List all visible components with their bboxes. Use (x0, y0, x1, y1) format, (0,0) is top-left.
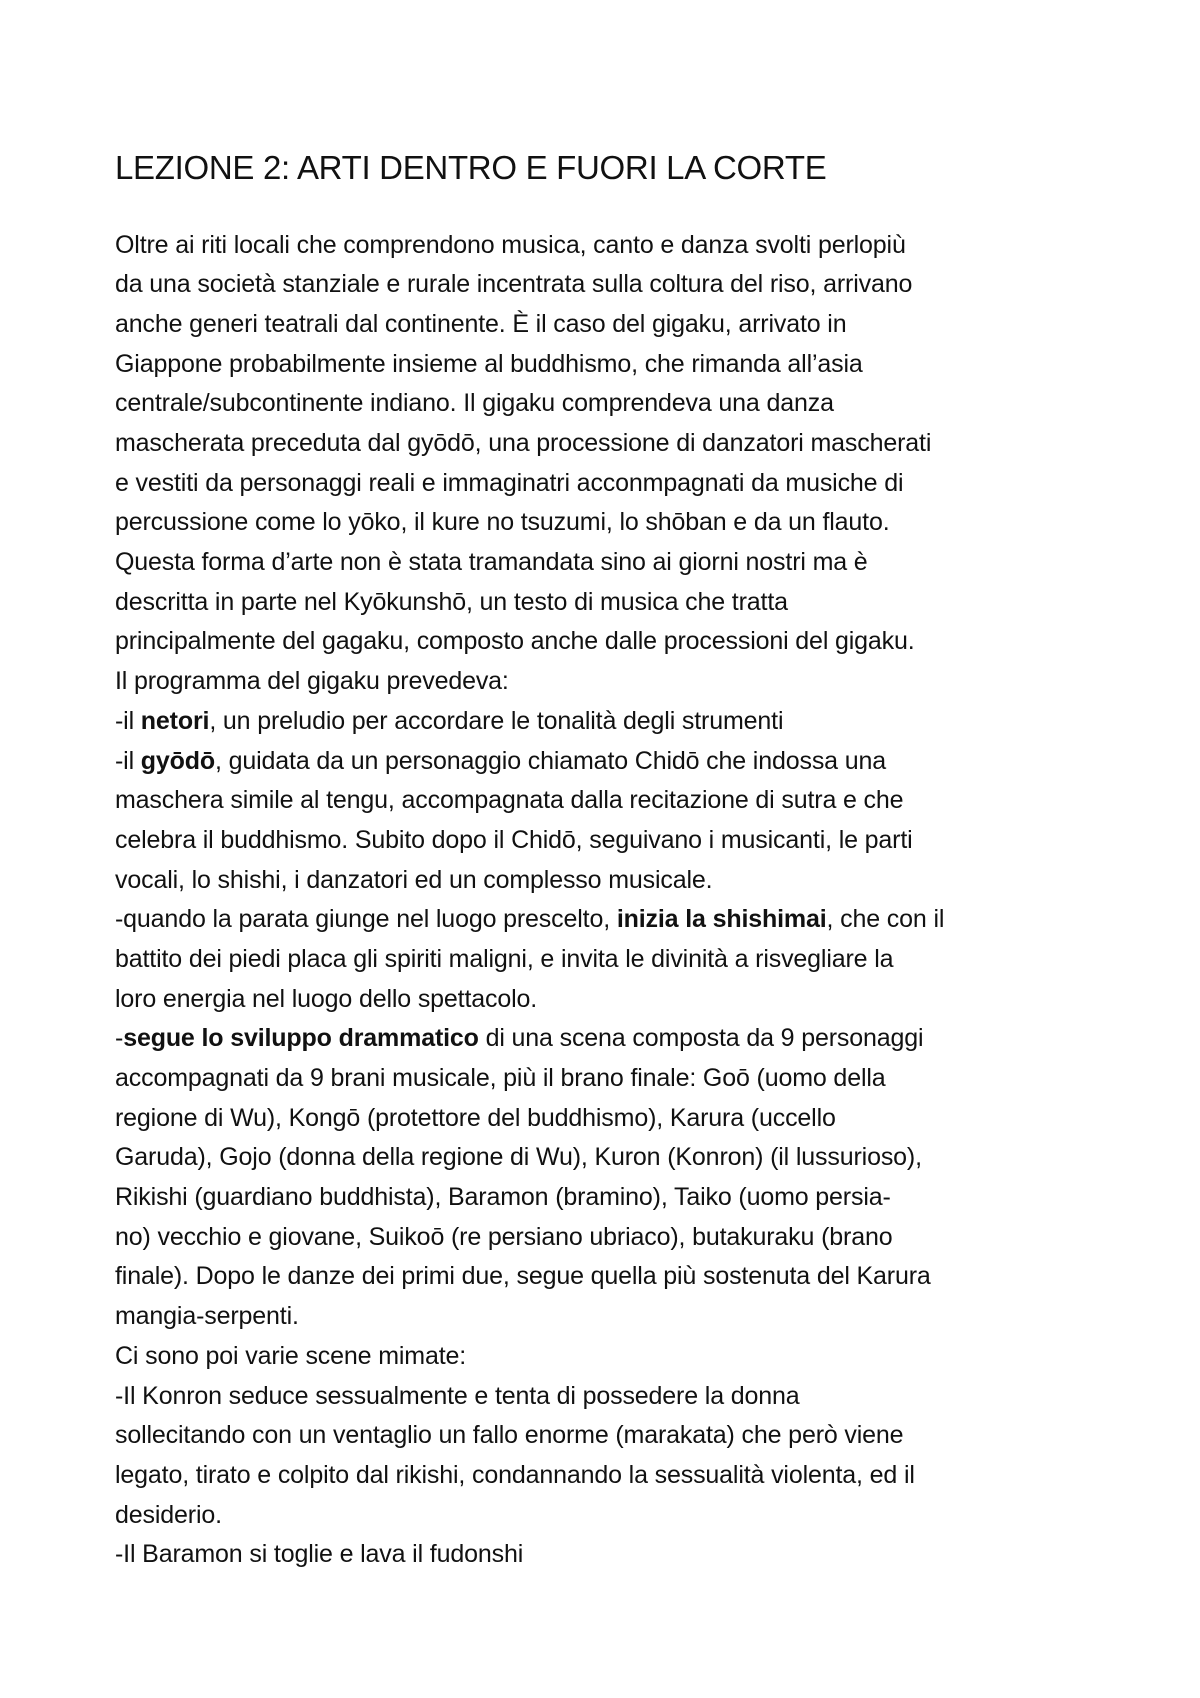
text-run: da una società stanziale e rurale incentrata sulla coltura del riso, arrivano (115, 270, 913, 299)
text-line (115, 1218, 1115, 1258)
text-line (115, 1059, 1115, 1099)
text-line (115, 940, 1115, 980)
text-run: principalmente del gagaku, composto anche dalle processioni del gigaku. (115, 627, 915, 656)
text-run: Il programma del gigaku prevedeva: (115, 667, 509, 696)
text-run: centrale/subcontinente indiano. Il gigaku comprendeva una danza (115, 389, 834, 418)
text-line (115, 1138, 1115, 1178)
text-run: Rikishi (guardiano buddhista), Baramon (bramino), Taiko (uomo persia- (115, 1183, 891, 1212)
text-run: -il (115, 706, 141, 735)
text-run: loro energia nel luogo dello spettacolo. (115, 984, 538, 1013)
text-line (115, 781, 1115, 821)
text-run: desiderio. (115, 1500, 222, 1529)
text-run: - (115, 1024, 124, 1053)
text-line (115, 980, 1115, 1020)
text-run: vocali, lo shishi, i danzatori ed un complesso musicale. (115, 865, 713, 894)
text-run: mangia-serpenti. (115, 1302, 299, 1331)
text-run: Oltre ai riti locali che comprendono musica, canto e danza svolti perlopiù (115, 230, 906, 259)
text-run: -quando la parata giunge nel luogo prescelto, (115, 905, 617, 934)
text-line (115, 1377, 1115, 1417)
text-line (115, 1456, 1115, 1496)
text-run: sollecitando con un ventaglio un fallo enorme (marakata) che però viene (115, 1421, 904, 1450)
text-line (115, 345, 1115, 385)
text-run: Garuda), Gojo (donna della regione di Wu), Kuron (Konron) (il lussurioso), (115, 1143, 922, 1172)
document-title: LEZIONE 2: ARTI DENTRO E FUORI LA CORTE (115, 149, 827, 186)
text-run: percussione come lo yōko, il kure no tsuzumi, lo shōban e da un flauto. (115, 508, 890, 537)
text-run: di una scena composta da 9 personaggi (478, 1024, 924, 1053)
text-line (115, 226, 1115, 266)
text-line (115, 1535, 1115, 1575)
bold-text: segue lo sviluppo drammatico (123, 1024, 479, 1053)
text-run: -Il Baramon si toglie e lava il fudonshi (115, 1540, 524, 1569)
text-line (115, 543, 1115, 583)
text-line (115, 265, 1115, 305)
text-run: descritta in parte nel Kyōkunshō, un testo di musica che tratta (115, 587, 788, 616)
bold-text: gyōdō (140, 746, 216, 775)
text-run: regione di Wu), Kongō (protettore del buddhismo), Karura (uccello (115, 1103, 836, 1132)
text-line (115, 1496, 1115, 1536)
text-run: , un preludio per accordare le tonalità degli strumenti (209, 706, 784, 735)
text-run: -il (115, 746, 141, 775)
document-page (115, 148, 1115, 1575)
text-line (115, 424, 1115, 464)
text-line (115, 1099, 1115, 1139)
text-line (115, 583, 1115, 623)
text-line (115, 384, 1115, 424)
text-line (115, 1178, 1115, 1218)
document-body (115, 226, 1115, 1575)
text-run: e vestiti da personaggi reali e immaginatri acconmpagnati da musiche di (115, 468, 904, 497)
text-line (115, 1337, 1115, 1377)
text-line (115, 900, 1115, 940)
text-run: no) vecchio e giovane, Suikoō (re persiano ubriaco), butakuraku (brano (115, 1222, 893, 1251)
text-run: accompagnati da 9 brani musicale, più il brano finale: Goō (uomo della (115, 1064, 886, 1093)
text-line (115, 821, 1115, 861)
text-run: legato, tirato e colpito dal rikishi, condannando la sessualità violenta, ed il (115, 1460, 915, 1489)
text-run: Questa forma d’arte non è stata tramandata sino ai giorni nostri ma è (115, 548, 868, 577)
text-run: Giappone probabilmente insieme al buddhismo, che rimanda all’asia (115, 349, 863, 378)
text-run: finale). Dopo le danze dei primi due, segue quella più sostenuta del Karura (115, 1262, 931, 1291)
text-run: , guidata da un personaggio chiamato Chidō che indossa una (215, 746, 886, 775)
text-line (115, 1297, 1115, 1337)
text-run: Ci sono poi varie scene mimate: (115, 1341, 467, 1370)
text-line (115, 622, 1115, 662)
text-run: , che con il (826, 905, 945, 934)
text-run: maschera simile al tengu, accompagnata dalla recitazione di sutra e che (115, 786, 904, 815)
text-line (115, 702, 1115, 742)
text-run: celebra il buddhismo. Subito dopo il Chidō, seguivano i musicanti, le parti (115, 825, 913, 854)
bold-text: netori (140, 706, 210, 735)
text-run: mascherata preceduta dal gyōdō, una processione di danzatori mascherati (115, 429, 932, 458)
text-line (115, 662, 1115, 702)
text-line (115, 1416, 1115, 1456)
text-line (115, 503, 1115, 543)
text-line (115, 464, 1115, 504)
text-line (115, 742, 1115, 782)
text-run: battito dei piedi placa gli spiriti maligni, e invita le divinità a risvegliare la (115, 944, 894, 973)
text-run: -Il Konron seduce sessualmente e tenta di possedere la donna (115, 1381, 800, 1410)
text-line (115, 1019, 1115, 1059)
text-line (115, 305, 1115, 345)
text-line (115, 1257, 1115, 1297)
text-line (115, 861, 1115, 901)
text-run: anche generi teatrali dal continente. È il caso del gigaku, arrivato in (115, 309, 847, 338)
bold-text: inizia la shishimai (616, 905, 827, 934)
